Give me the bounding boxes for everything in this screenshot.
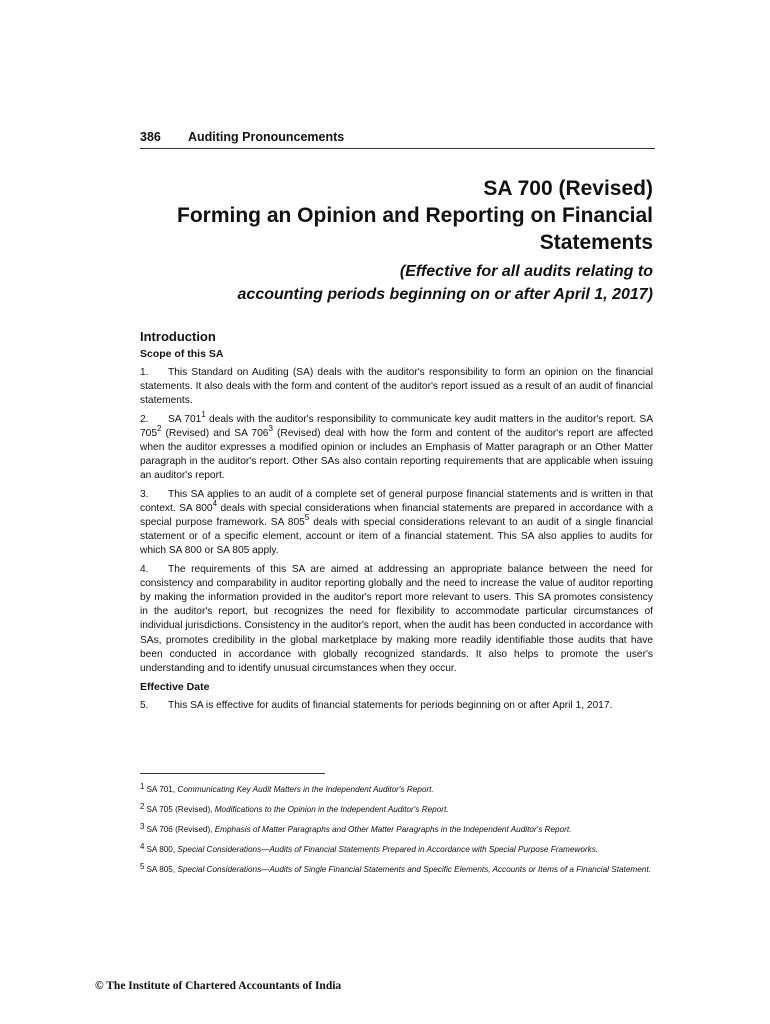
- paragraph-text: SA 701: [168, 413, 202, 425]
- effective-date-heading: Effective Date: [140, 681, 210, 694]
- paragraph-number: 4.: [140, 563, 149, 575]
- footnote-title: Special Considerations—Audits of Single Financial Statements and Specific Elements, Accounts or Items of a Financial Statement.: [177, 865, 651, 874]
- paragraph-number: 3.: [140, 488, 149, 500]
- footnote-plain: SA 800,: [146, 845, 178, 854]
- footnote-title: Communicating Key Audit Matters in the Independent Auditor's Report.: [177, 785, 434, 794]
- footnote-3: [140, 821, 653, 836]
- body-text: [140, 328, 653, 717]
- paragraph-1: [140, 366, 653, 409]
- paragraph-number: 2.: [140, 413, 149, 425]
- footnote-plain: SA 805,: [146, 865, 178, 874]
- paragraph-3: [140, 488, 653, 559]
- footnote-4: [140, 841, 653, 856]
- effective-note-line1: (Effective for all audits relating to: [399, 263, 653, 280]
- footnote-mark: 4: [140, 842, 145, 851]
- page-number: 386: [140, 130, 161, 144]
- paragraph-text: deals with special considerations relevant to an audit of a single financial statement or of a specific element, account or item of a financial statement. This SA also applies to audits for which SA 800 or SA 805 apply.: [140, 517, 653, 557]
- footnote-mark: 3: [140, 822, 145, 831]
- footnote-title: Modifications to the Opinion in the Independent Auditor's Report.: [214, 805, 449, 814]
- title-block: [140, 175, 653, 306]
- paragraph-text: This SA is effective for audits of financial statements for periods beginning on or after April 1, 2017.: [168, 700, 613, 712]
- standard-title-line2: Statements: [539, 231, 653, 254]
- copyright-footer: © The Institute of Chartered Accountants of India: [95, 980, 342, 992]
- paragraph-2: [140, 409, 654, 484]
- paragraph-text: This SA applies to an audit of a complete set of general purpose financial statements and is written in that context. SA 800: [140, 488, 653, 514]
- footnote-mark: 1: [140, 782, 145, 791]
- paragraph-text: This Standard on Auditing (SA) deals with the auditor's responsibility to form an opinion on the financial statements. It also deals with the form and content of the auditor's report issued as a result of an audit of financial statements.: [140, 367, 653, 407]
- footnote-ref-4[interactable]: 4: [212, 498, 218, 508]
- paragraph-text: The requirements of this SA are aimed at addressing an appropriate balance between the need for consistency and comparability in auditor reporting globally and the need to increase the value of auditor reporting by making the information provided in the auditor's report more relevant to users. This SA promotes consistency in the auditor's report, but recognizes the need for flexibility to accommodate particular circumstances of individual jurisdictions. Consistency in the auditor's report, when the audit has been conducted in accordance with SAs, promotes credibility in the global marketplace by making more readily identifiable those audits that have been conducted in accordance with globally recognized standards. It also helps to promote the user's understanding and to identify unusual circumstances when they occur.: [140, 563, 653, 675]
- running-header: [140, 130, 655, 149]
- footnote-2: [140, 801, 653, 816]
- paragraph-text: deals with the auditor's responsibility to communicate key audit matters in the auditor's report. SA 705: [140, 413, 653, 439]
- standard-title-line1: Forming an Opinion and Reporting on Financial: [177, 204, 653, 227]
- footnote-title: Special Considerations—Audits of Financial Statements Prepared in Accordance with Special Purpose Frameworks.: [177, 845, 599, 854]
- footnote-plain: SA 706 (Revised),: [146, 825, 215, 834]
- introduction-heading: Introduction: [140, 329, 216, 344]
- scope-heading: Scope of this SA: [140, 348, 224, 360]
- footnote-plain: SA 705 (Revised),: [146, 805, 215, 814]
- standard-number: SA 700 (Revised): [483, 177, 653, 200]
- footnote-ref-5[interactable]: 5: [304, 513, 310, 523]
- footnote-mark: 5: [140, 862, 145, 871]
- footnote-5: [140, 861, 653, 876]
- paragraph-5: [140, 699, 653, 713]
- footnote-ref-2[interactable]: 2: [157, 423, 162, 433]
- footnote-ref-1[interactable]: 1: [201, 409, 206, 419]
- running-header-title: Auditing Pronouncements: [188, 130, 345, 144]
- paragraph-number: 1.: [140, 367, 149, 378]
- paragraph-text: deals with special considerations when financial statements are prepared in accordance with a special purpose framework. SA 805: [140, 502, 653, 529]
- paragraph-number: 5.: [140, 700, 149, 712]
- footnote-mark: 2: [140, 802, 145, 811]
- footnote-1: [140, 781, 653, 796]
- footnote-plain: SA 701,: [146, 785, 178, 794]
- footnotes: [140, 781, 653, 881]
- footnote-title: Emphasis of Matter Paragraphs and Other Matter Paragraphs in the Independent Auditor's Report.: [214, 825, 572, 834]
- effective-note-line2: accounting periods beginning on or after April 1, 2017): [237, 286, 653, 303]
- paragraph-4: [140, 563, 653, 677]
- footnote-ref-3[interactable]: 3: [268, 423, 273, 433]
- footnote-divider: [140, 773, 325, 774]
- paragraph-text: (Revised) deal with how the form and content of the auditor's report are affected when the auditor expresses a modified opinion or includes an Emphasis of Matter paragraph or an Other Matter paragraph in the auditor's report. Other SAs also contain reporting requirements that are applicable when issuing an auditor's report.: [140, 427, 654, 482]
- paragraph-text: (Revised) and SA 706: [161, 427, 269, 439]
